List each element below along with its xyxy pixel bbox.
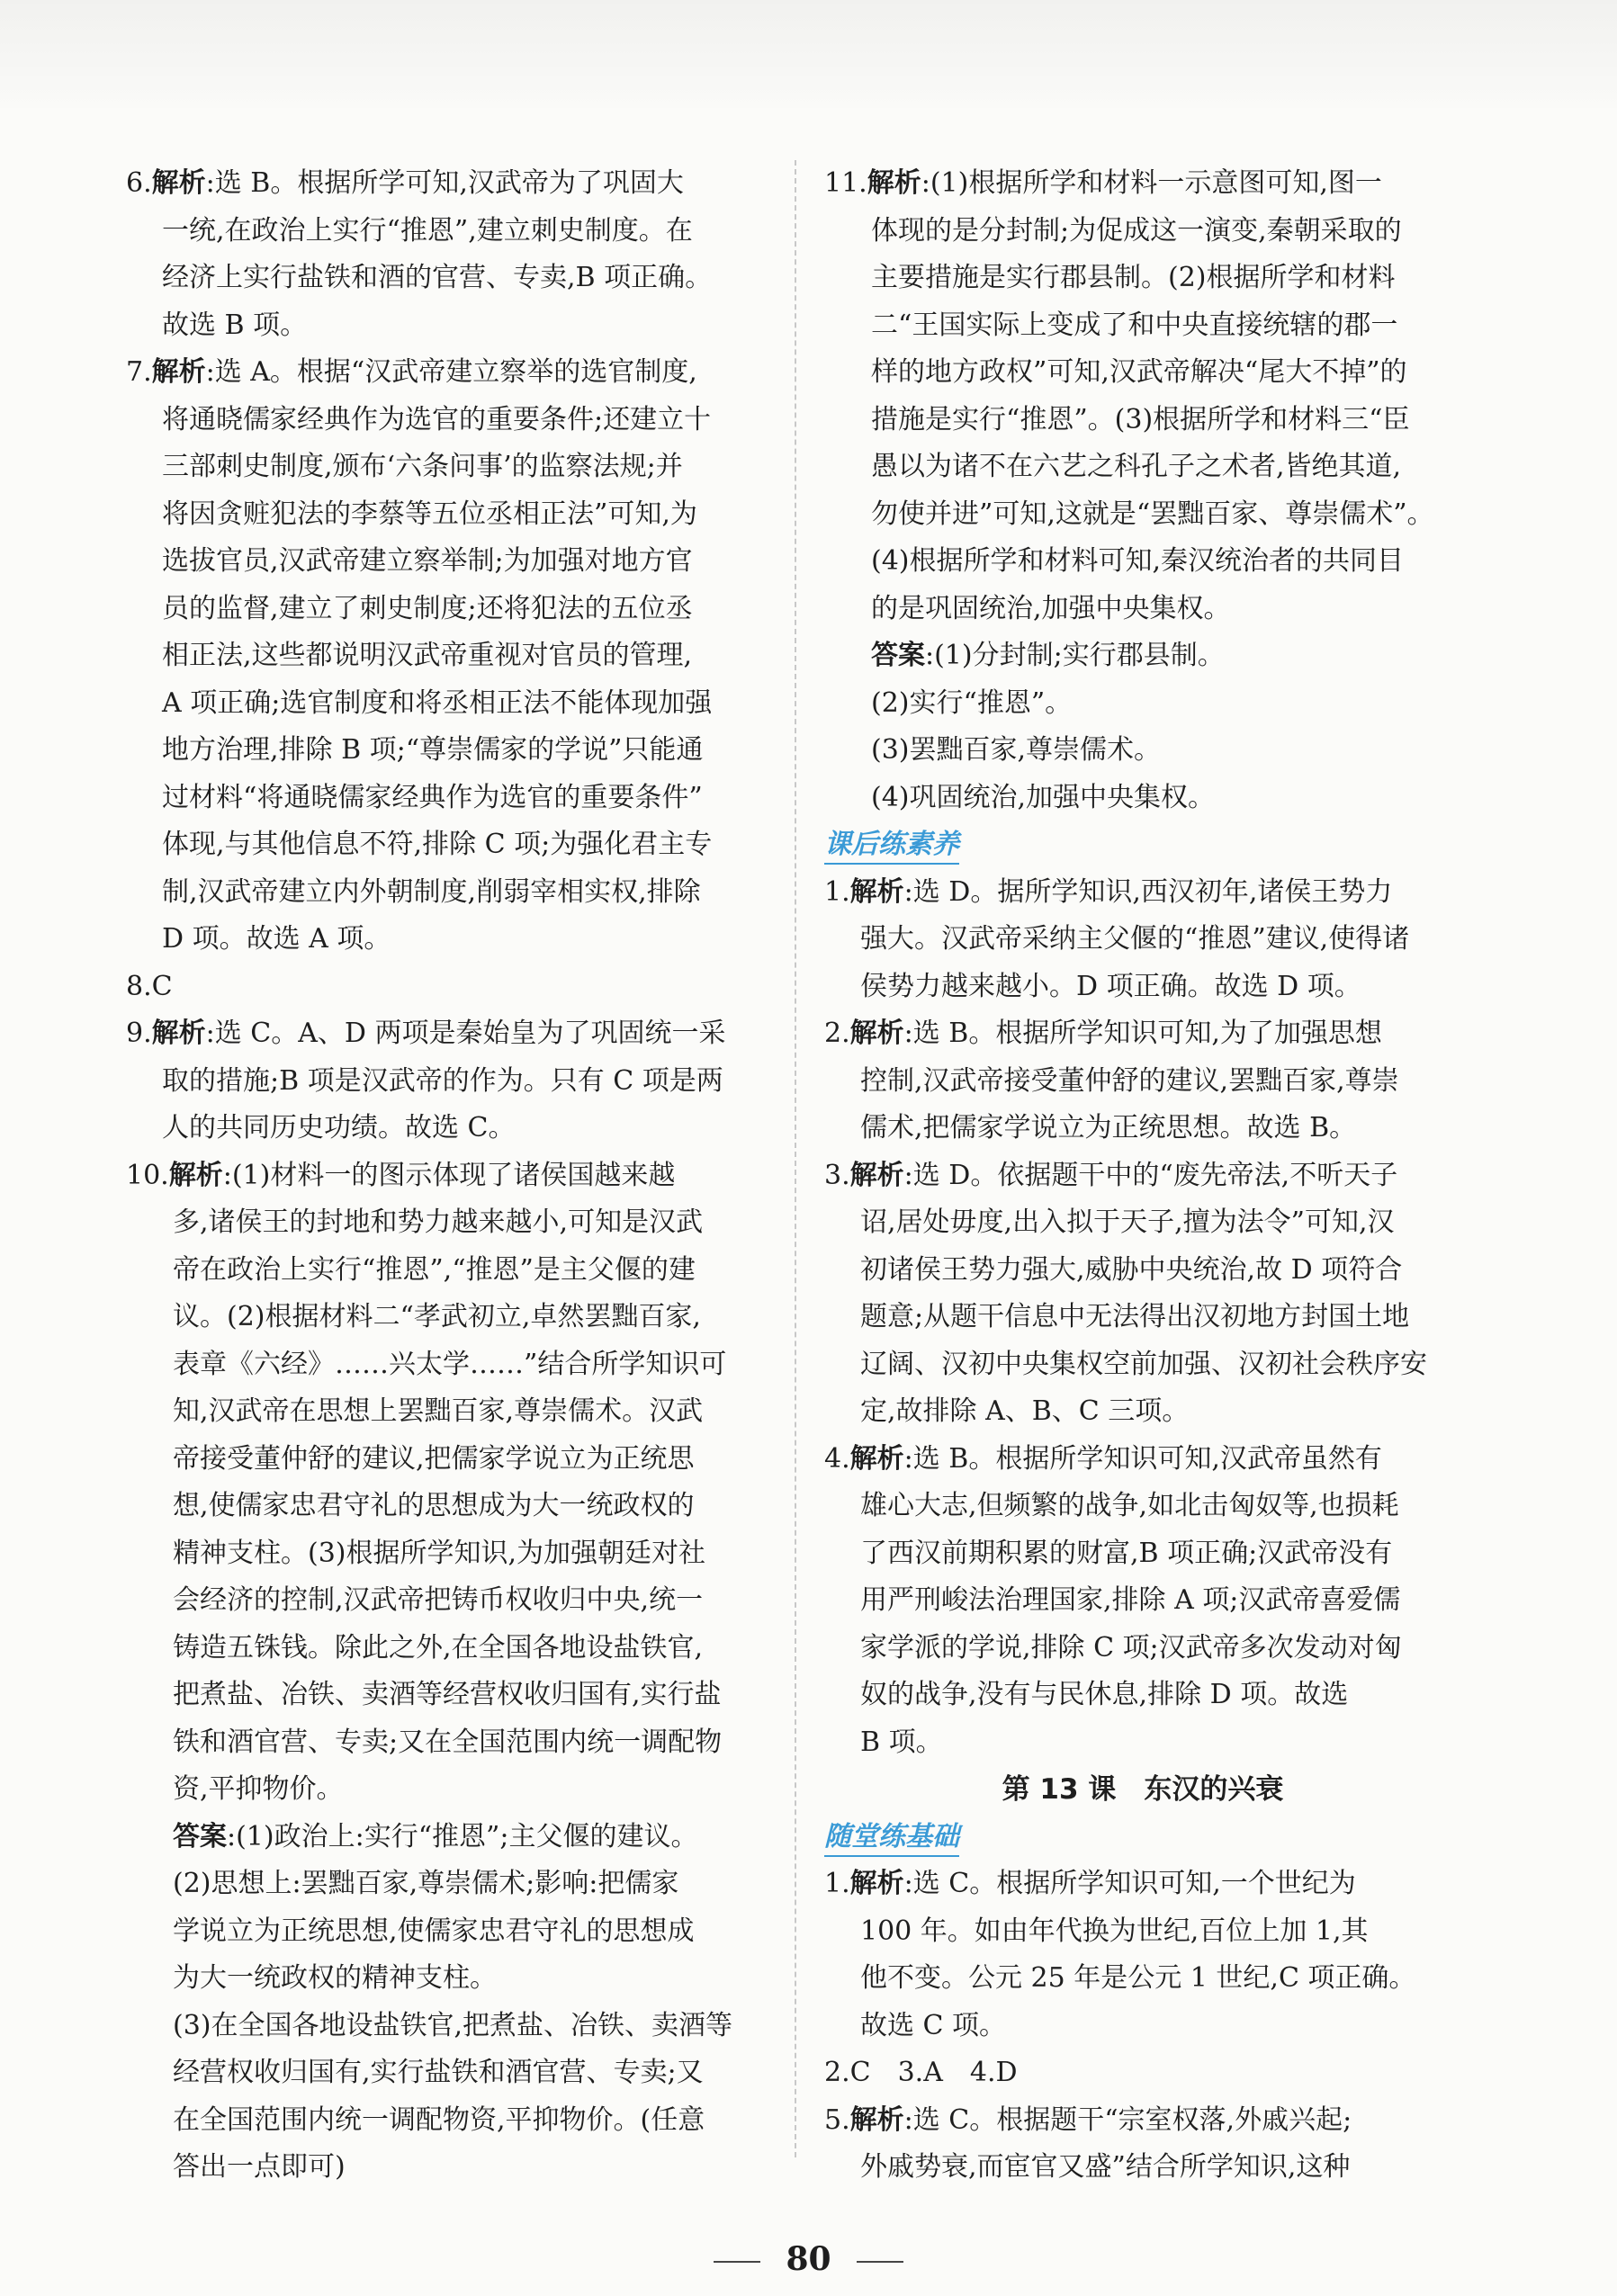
answer-line: [824, 632, 1461, 680]
text-line: 知,汉武帝在思想上罢黜百家,尊崇儒术。汉武: [173, 1395, 704, 1427]
text-line: 表章《六经》……兴太学……”结合所学知识可: [173, 1348, 727, 1380]
text-line: 二“王国实际上变成了和中央直接统辖的郡一: [871, 309, 1398, 341]
text-line: 诏,居处毋度,出入拟于天子,擅为法令”可知,汉: [860, 1206, 1395, 1238]
text-line: 铁和酒官营、专卖;又在全国范围内统一调配物: [173, 1726, 723, 1758]
line-text: :选 B。根据所学知识可知,为了加强思想: [903, 1018, 1382, 1049]
answer-label: 答案: [871, 640, 925, 671]
answer-label: 答案: [173, 1820, 227, 1852]
text-line: 样的地方政权”可知,汉武帝解决“尾大不掉”的: [871, 356, 1407, 388]
footer-dash-left: [714, 2261, 760, 2263]
text-line: 定,故排除 A、B、C 三项。: [860, 1395, 1190, 1427]
text-line: 他不变。公元 25 年是公元 1 世纪,C 项正确。: [860, 1962, 1416, 1994]
section-heading: [824, 821, 1461, 869]
text-line: 议。(2)根据材料二“孝武初立,卓然罢黜百家,: [173, 1301, 701, 1332]
line-text: :选 C。根据题干“宗室权落,外戚兴起;: [903, 2103, 1352, 2136]
item-number: 9.: [126, 1018, 152, 1049]
text-line: (4)巩固统治,加强中央集权。: [871, 781, 1216, 813]
analysis-label: 解析: [151, 1018, 206, 1049]
line-text: :选 B。根据所学知识可知,汉武帝虽然有: [903, 1442, 1382, 1475]
text-line: 帝接受董仲舒的建议,把儒家学说立为正统思: [173, 1442, 695, 1475]
text-line: A 项正确;选官制度和将丞相正法不能体现加强: [162, 686, 713, 719]
line-text: :(1)材料一的图示体现了诸侯国越来越: [222, 1159, 676, 1191]
line-text: :选 A。根据“汉武帝建立察举的选官制度,: [205, 356, 697, 388]
text-line: 奴的战争,没有与民休息,排除 D 项。故选: [860, 1679, 1349, 1710]
text-line: 家学派的学说,排除 C 项;汉武帝多次发动对匈: [860, 1631, 1402, 1664]
column-divider: [795, 160, 796, 2157]
text-line: 人的共同历史功绩。故选 C。: [162, 1112, 516, 1144]
line-text: :(1)政治上:实行“推恩”;主父偃的建议。: [227, 1820, 698, 1852]
answer-line: [126, 1814, 765, 1861]
text-line: 资,平抑物价。: [173, 1773, 344, 1805]
analysis-label: 解析: [849, 875, 904, 908]
text-line: 在全国范围内统一调配物资,平抑物价。(任意: [173, 2103, 705, 2136]
item-number: 11.: [824, 167, 867, 199]
answer-item-start: [824, 1010, 1461, 1058]
text-line: 了西汉前期积累的财富,B 项正确;汉武帝没有: [860, 1537, 1393, 1569]
answer-item-start: [824, 1436, 1461, 1484]
text-line: 精神支柱。(3)根据所学知识,为加强朝廷对社: [173, 1537, 706, 1569]
line-text: :选 C。根据所学知识可知,一个世纪为: [903, 1868, 1356, 1899]
line-text: :选 D。据所学知识,西汉初年,诸侯王势力: [903, 875, 1393, 908]
line-text: :(1)根据所学和材料一示意图可知,图一: [921, 167, 1382, 199]
text-line: 故选 B 项。: [162, 309, 308, 341]
footer-dash-right: [857, 2261, 903, 2263]
text-line: B 项。: [860, 1726, 943, 1758]
answer-item-start: [126, 160, 765, 208]
item-number: 10.: [126, 1159, 169, 1191]
analysis-label: 解析: [849, 2103, 904, 2136]
text-line: 的是巩固统治,加强中央集权。: [871, 592, 1231, 624]
item-number: 5.: [824, 2103, 850, 2136]
text-line: (3)在全国各地设盐铁官,把煮盐、冶铁、卖酒等: [173, 2009, 733, 2041]
text-line: 初诸侯王势力强大,威胁中央统治,故 D 项符合: [860, 1253, 1403, 1286]
page-number: 80: [786, 2240, 831, 2278]
answer-item-start: [824, 2097, 1461, 2145]
left-column: [126, 160, 765, 2192]
text-line: 经营权收归国有,实行盐铁和酒官营、专卖;又: [173, 2057, 704, 2088]
item-number: 7.: [126, 356, 152, 388]
short-answer-line: 8.C: [126, 970, 173, 1002]
page-top-band: [0, 0, 1617, 108]
text-line: 过材料“将通晓儒家经典作为选官的重要条件”: [162, 781, 703, 813]
line-text: :选 D。依据题干中的“废先帝法,不听天子: [903, 1159, 1398, 1191]
analysis-label: 解析: [867, 167, 921, 199]
analysis-label: 解析: [168, 1159, 223, 1191]
answer-item-start: [126, 349, 765, 397]
text-line: 强大。汉武帝采纳主父偃的“推恩”建议,使得诸: [860, 923, 1410, 955]
text-line: 控制,汉武帝接受董仲舒的建议,罢黜百家,尊崇: [860, 1064, 1399, 1097]
text-line: 取的措施;B 项是汉武帝的作为。只有 C 项是两: [162, 1064, 723, 1097]
text-line: 100 年。如由年代换为世纪,百位上加 1,其: [860, 1915, 1369, 1947]
answer-item-start: [824, 1861, 1461, 1908]
text-line: D 项。故选 A 项。: [162, 923, 391, 955]
text-line: 帝在政治上实行“推恩”,“推恩”是主父偃的建: [173, 1253, 696, 1286]
text-line: 想,使儒家忠君守礼的思想成为大一统政权的: [173, 1490, 695, 1521]
text-line: (2)实行“推恩”。: [871, 686, 1073, 719]
text-line: 会经济的控制,汉武帝把铸币权收归中央,统一: [173, 1584, 704, 1616]
section-heading: [824, 1814, 1461, 1861]
text-line: 故选 C 项。: [860, 2009, 1007, 2041]
text-line: 用严刑峻法治理国家,排除 A 项;汉武帝喜爱儒: [860, 1584, 1401, 1616]
item-number: 1.: [824, 875, 850, 908]
text-line: 主要措施是实行郡县制。(2)根据所学和材料: [871, 262, 1396, 293]
answer-item-start: [126, 1152, 765, 1200]
analysis-label: 解析: [151, 356, 206, 388]
text-line: 措施是实行“推恩”。(3)根据所学和材料三“臣: [871, 403, 1410, 435]
text-line: 经济上实行盐铁和酒的官营、专卖,B 项正确。: [162, 262, 713, 293]
item-number: 6.: [126, 167, 152, 199]
answer-item-start: [824, 160, 1461, 208]
text-line: 制,汉武帝建立内外朝制度,削弱宰相实权,排除: [162, 875, 701, 908]
page-footer: [0, 2240, 1617, 2278]
text-line: 将通晓儒家经典作为选官的重要条件;还建立十: [162, 403, 712, 435]
analysis-label: 解析: [849, 1018, 904, 1049]
analysis-label: 解析: [151, 167, 206, 199]
item-number: 3.: [824, 1159, 850, 1191]
analysis-label: 解析: [849, 1442, 904, 1475]
item-number: 1.: [824, 1868, 850, 1899]
answer-item-start: [824, 1152, 1461, 1200]
text-line: 辽阔、汉初中央集权空前加强、汉初社会秩序安: [860, 1348, 1427, 1380]
text-line: (3)罢黜百家,尊崇儒术。: [871, 734, 1162, 766]
text-line: 将因贪赃犯法的李蔡等五位丞相正法”可知,为: [162, 498, 697, 530]
answer-item-start: [824, 869, 1461, 917]
text-line: 侯势力越来越小。D 项正确。故选 D 项。: [860, 970, 1361, 1002]
text-line: 外戚势衰,而宦官又盛”结合所学知识,这种: [860, 2151, 1351, 2183]
text-line: 铸造五铢钱。除此之外,在全国各地设盐铁官,: [173, 1631, 704, 1664]
text-line: 一统,在政治上实行“推恩”,建立刺史制度。在: [162, 214, 693, 247]
text-line: (2)思想上:罢黜百家,尊崇儒术;影响:把儒家: [173, 1868, 679, 1899]
text-line: 答出一点即可): [173, 2151, 346, 2183]
text-line: 多,诸侯王的封地和势力越来越小,可知是汉武: [173, 1206, 704, 1238]
text-line: 地方治理,排除 B 项;“尊崇儒家的学说”只能通: [162, 734, 704, 766]
item-number: 4.: [824, 1442, 850, 1475]
line-text: :(1)分封制;实行郡县制。: [925, 640, 1225, 671]
text-line: 三部刺史制度,颁布‘六条问事’的监察法规;并: [162, 451, 683, 482]
short-answer-line: 2.C 3.A 4.D: [824, 2057, 1018, 2088]
text-line: 员的监督,建立了刺史制度;还将犯法的五位丞: [162, 592, 693, 624]
item-number: 2.: [824, 1018, 850, 1049]
text-line: 题意;从题干信息中无法得出汉初地方封国土地: [860, 1301, 1410, 1332]
text-line: 学说立为正统思想,使儒家忠君守礼的思想成: [173, 1915, 695, 1947]
text-line: (4)根据所学和材料可知,秦汉统治者的共同目: [871, 545, 1405, 577]
text-line: 为大一统政权的精神支柱。: [173, 1962, 497, 1994]
text-line: 勿使并进”可知,这就是“罢黜百家、尊崇儒术”。: [871, 498, 1434, 530]
analysis-label: 解析: [849, 1159, 904, 1191]
text-line: 选拔官员,汉武帝建立察举制;为加强对地方官: [162, 545, 693, 577]
lesson-title: 第 13 课 东汉的兴衰: [1002, 1773, 1284, 1806]
text-line: 体现,与其他信息不符,排除 C 项;为强化君主专: [162, 829, 713, 860]
text-line: 儒术,把儒家学说立为正统思想。故选 B。: [860, 1112, 1357, 1144]
line-text: :选 C。A、D 两项是秦始皇为了巩固统一采: [205, 1018, 726, 1049]
text-line: 愚以为诸不在六艺之科孔子之术者,皆绝其道,: [871, 451, 1402, 482]
line-text: :选 B。根据所学可知,汉武帝为了巩固大: [205, 167, 684, 199]
analysis-label: 解析: [849, 1868, 904, 1899]
text-line: 相正法,这些都说明汉武帝重视对官员的管理,: [162, 640, 693, 671]
text-line: 雄心大志,但频繁的战争,如北击匈奴等,也损耗: [860, 1490, 1399, 1521]
answer-item-start: [126, 1010, 765, 1058]
text-line: 体现的是分封制;为促成这一演变,秦朝采取的: [871, 214, 1402, 247]
text-line: 把煮盐、冶铁、卖酒等经营权收归国有,实行盐: [173, 1679, 722, 1710]
section-title: 课后练素养: [824, 827, 959, 865]
section-title: 随堂练基础: [824, 1819, 959, 1857]
right-column: [824, 160, 1461, 2192]
